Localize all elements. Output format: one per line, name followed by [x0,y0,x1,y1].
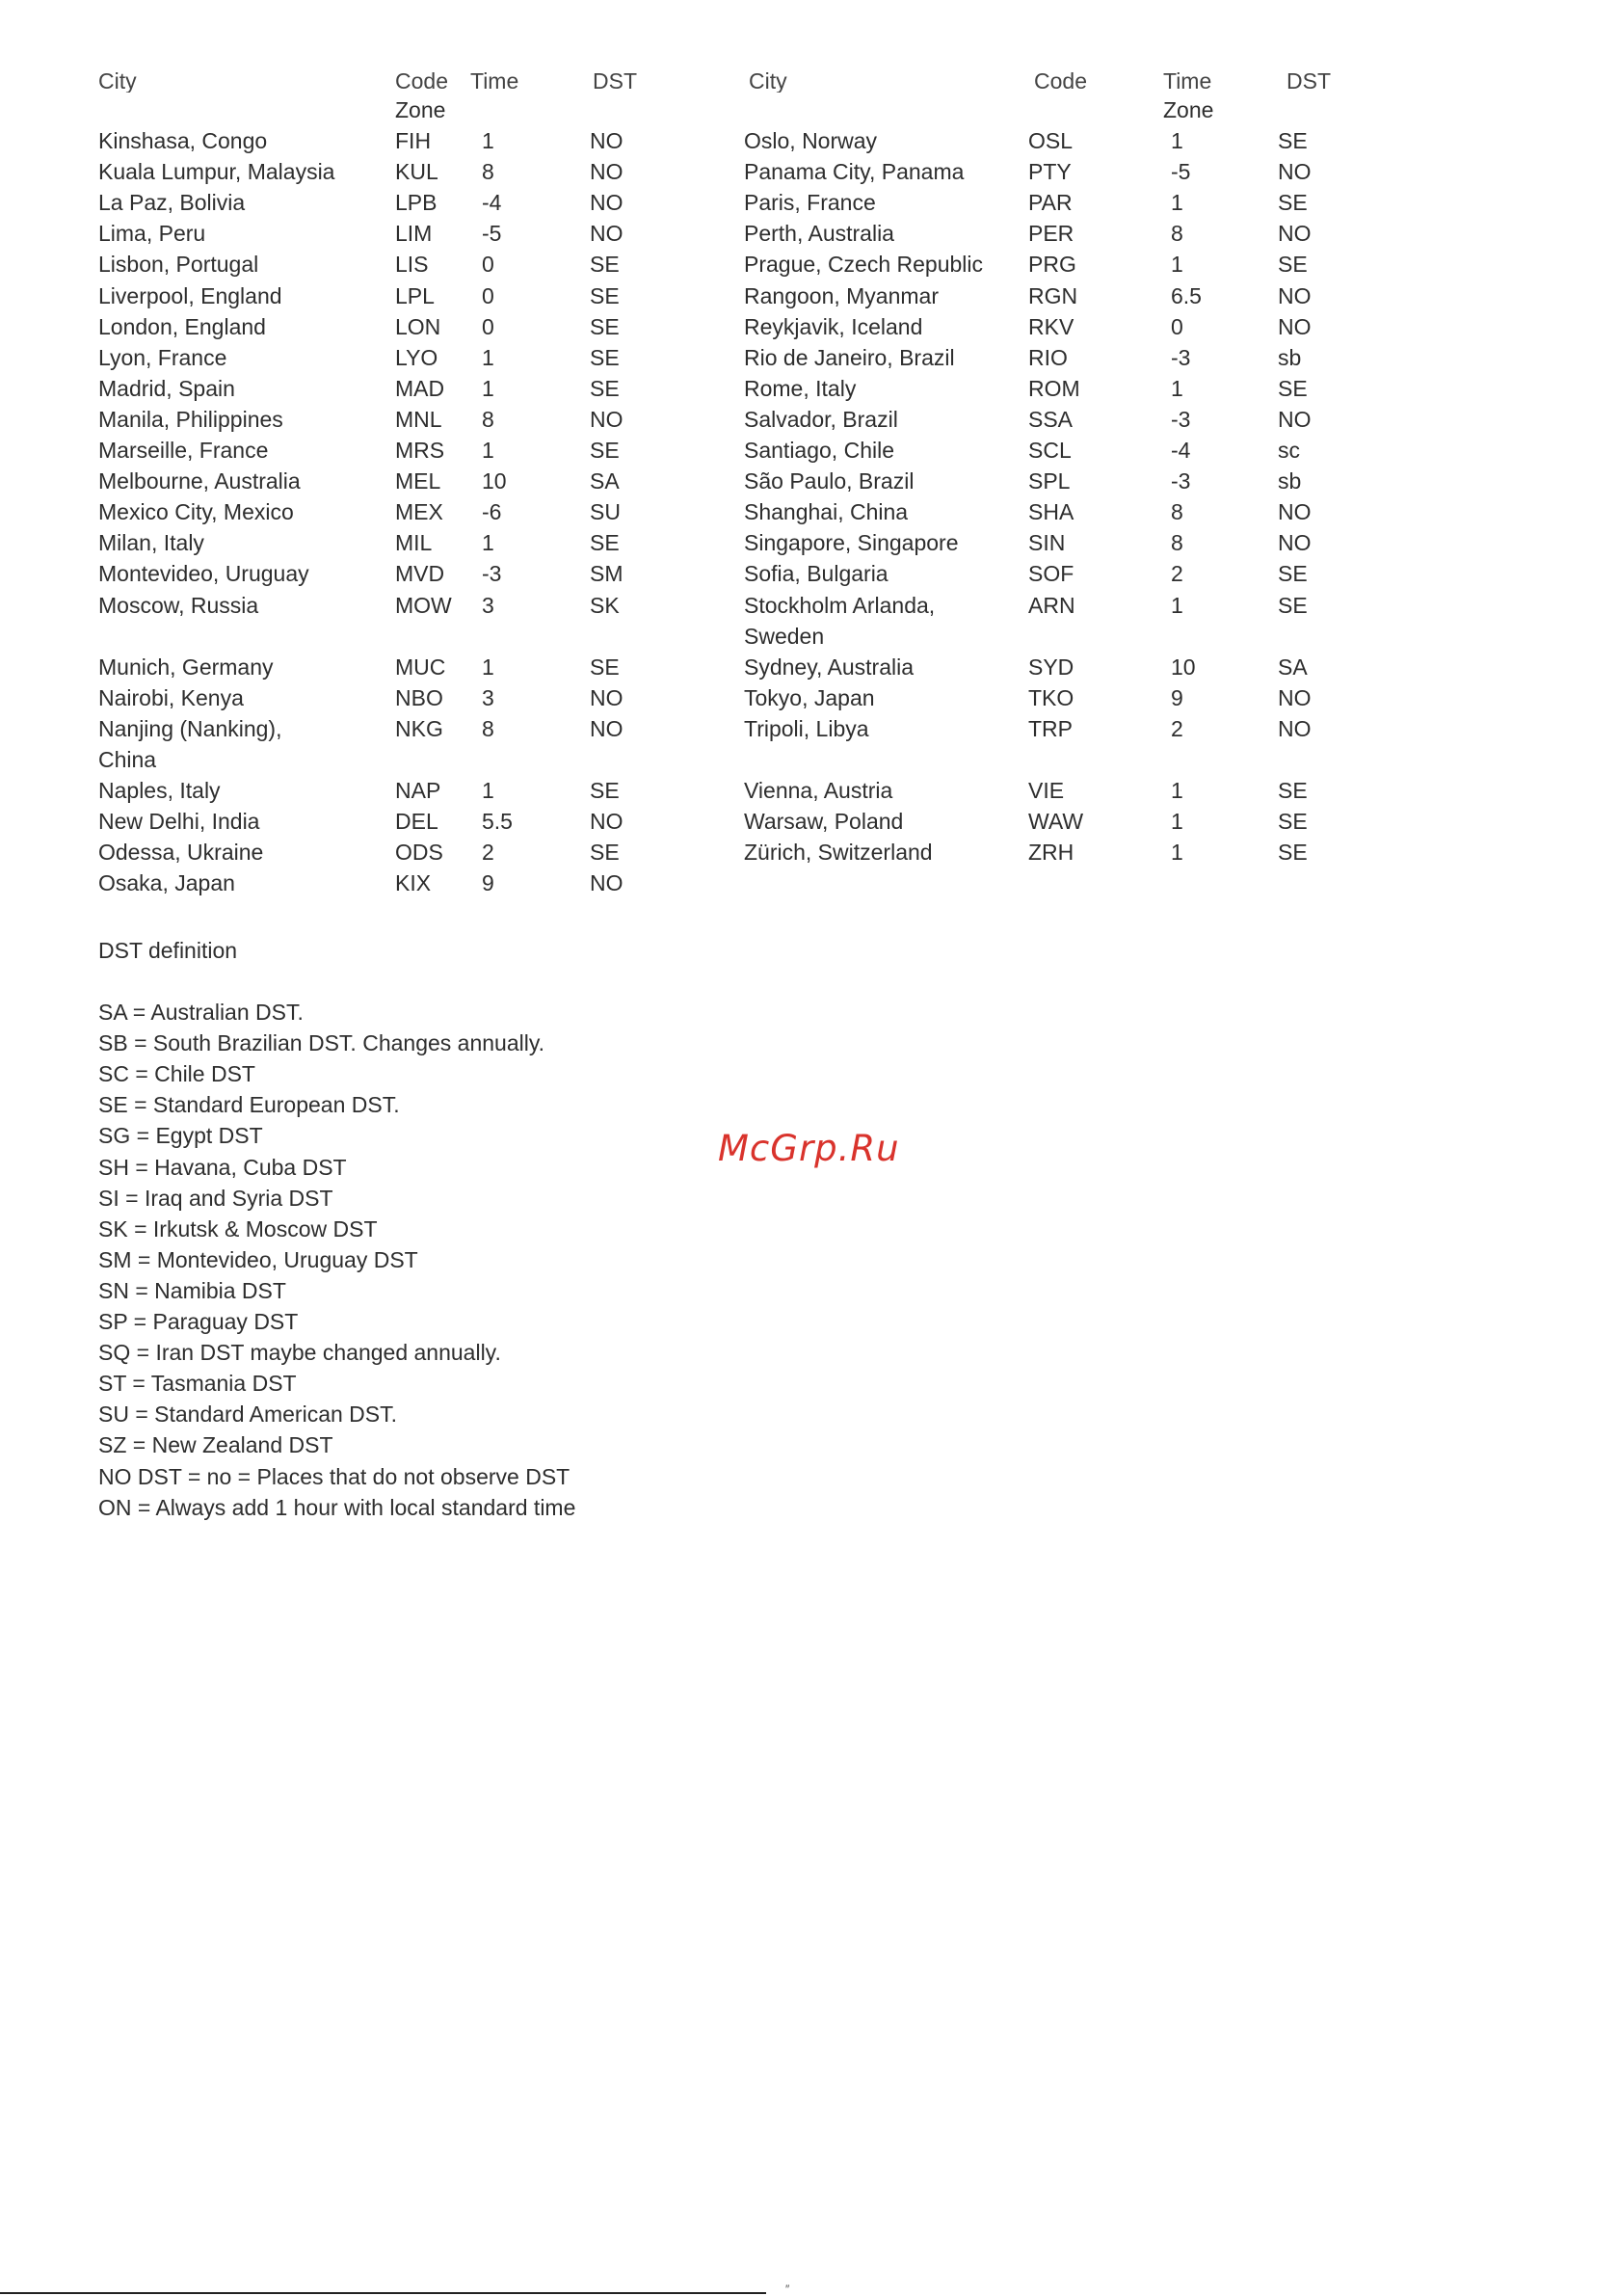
dst-definition-line: ST = Tasmania DST [98,1371,297,1396]
dst-definition-line: NO DST = no = Places that do not observe DST [98,1464,570,1489]
time-zone-cell: -6 [482,499,502,524]
dst-cell: NO [1278,716,1312,741]
time-zone-cell: 1 [1171,128,1183,153]
dst-cell: SE [1278,190,1308,215]
dst-cell: NO [1278,159,1312,184]
dst-cell: NO [590,190,623,215]
dst-cell: NO [1278,314,1312,339]
header-dst-right: DST [1286,68,1331,93]
city-cell: Montevideo, Uruguay [98,561,309,586]
dst-definition-line: SC = Chile DST [98,1061,255,1086]
time-zone-cell: -5 [482,221,502,246]
dst-cell: NO [1278,499,1312,524]
city-cell: Kuala Lumpur, Malaysia [98,159,335,184]
time-zone-cell: 5.5 [482,809,513,834]
code-cell: MUC [395,654,446,680]
code-cell: PER [1028,221,1074,246]
city-cell: New Delhi, India [98,809,260,834]
dst-definition-line: SP = Paraguay DST [98,1309,299,1334]
code-cell: PTY [1028,159,1072,184]
header-code-left: Code [395,68,448,93]
city-cell: Marseille, France [98,438,269,463]
dst-definition-line: SK = Irkutsk & Moscow DST [98,1216,378,1241]
city-cell: Sofia, Bulgaria [744,561,889,586]
time-zone-cell: 0 [482,314,494,339]
city-cell: La Paz, Bolivia [98,190,246,215]
time-zone-cell: 1 [482,376,494,401]
city-cell: Oslo, Norway [744,128,878,153]
city-cell: Reykjavik, Iceland [744,314,923,339]
time-zone-cell: 2 [1171,716,1183,741]
dst-cell: SE [590,840,620,865]
code-cell: KIX [395,870,432,895]
header-time-left: Time [470,68,519,93]
code-cell: NKG [395,716,443,741]
city-cell: São Paulo, Brazil [744,468,915,494]
time-zone-cell: 0 [1171,314,1183,339]
time-zone-cell: -3 [1171,345,1191,370]
city-cell: Lima, Peru [98,221,206,246]
time-zone-cell: 10 [1171,654,1196,680]
dst-definition-line: SM = Montevideo, Uruguay DST [98,1247,418,1272]
code-cell: MOW [395,593,452,618]
dst-cell: NO [590,809,623,834]
time-zone-cell: 9 [482,870,494,895]
city-cell-continued: Sweden [744,624,825,649]
time-zone-cell: 1 [482,345,494,370]
city-cell: Liverpool, England [98,283,282,308]
code-cell: VIE [1028,778,1065,803]
time-zone-cell: 1 [482,438,494,463]
city-cell: Stockholm Arlanda, [744,593,936,618]
time-zone-cell: 8 [1171,499,1183,524]
dst-definition-line: SH = Havana, Cuba DST [98,1155,347,1180]
dst-definition-line: ON = Always add 1 hour with local standard time [98,1495,576,1520]
city-cell: Mexico City, Mexico [98,499,294,524]
city-cell: Munich, Germany [98,654,274,680]
city-cell: Singapore, Singapore [744,530,959,555]
city-cell: Milan, Italy [98,530,204,555]
time-zone-cell: 1 [482,128,494,153]
code-cell: LIM [395,221,433,246]
code-cell: LPB [395,190,438,215]
code-cell: ROM [1028,376,1080,401]
dst-definition-line: SE = Standard European DST. [98,1092,400,1117]
time-zone-cell: 2 [1171,561,1183,586]
dst-cell: SE [590,376,620,401]
header-zone-right: Zone [1163,97,1214,122]
header-zone-left: Zone [395,97,446,122]
city-cell: Tokyo, Japan [744,685,875,710]
time-zone-cell: 10 [482,468,507,494]
dst-cell: NO [1278,685,1312,710]
city-cell: Osaka, Japan [98,870,235,895]
dst-cell: SU [590,499,621,524]
code-cell: MIL [395,530,433,555]
city-cell: Rome, Italy [744,376,857,401]
time-zone-cell: 1 [1171,376,1183,401]
watermark-logo: McGrp.Ru [718,1128,900,1169]
code-cell: NBO [395,685,443,710]
code-cell: MNL [395,407,442,432]
city-cell: London, England [98,314,266,339]
dst-cell: SE [590,345,620,370]
city-cell: Sydney, Australia [744,654,915,680]
time-zone-cell: 1 [1171,778,1183,803]
city-cell: Perth, Australia [744,221,894,246]
code-cell: TRP [1028,716,1073,741]
code-cell: LON [395,314,441,339]
dst-cell: NO [1278,283,1312,308]
city-cell: Zürich, Switzerland [744,840,933,865]
code-cell: SOF [1028,561,1074,586]
code-cell: DEL [395,809,438,834]
city-cell: Salvador, Brazil [744,407,898,432]
code-cell: MRS [395,438,445,463]
dst-definition-line: SQ = Iran DST maybe changed annually. [98,1340,501,1365]
city-cell: Odessa, Ukraine [98,840,264,865]
time-zone-cell: -3 [482,561,502,586]
header-dst-left: DST [593,68,637,93]
time-zone-cell: -3 [1171,407,1191,432]
code-cell: NAP [395,778,441,803]
dst-definition-line: SI = Iraq and Syria DST [98,1186,333,1211]
city-cell: Shanghai, China [744,499,909,524]
code-cell: LPL [395,283,435,308]
dst-cell: SE [590,314,620,339]
code-cell: MEL [395,468,441,494]
code-cell: KUL [395,159,438,184]
dst-cell: SE [590,654,620,680]
code-cell: SHA [1028,499,1074,524]
city-cell: Tripoli, Libya [744,716,869,741]
dst-cell: SE [1278,252,1308,277]
city-cell: Madrid, Spain [98,376,235,401]
dst-cell: NO [1278,407,1312,432]
code-cell: TKO [1028,685,1074,710]
time-zone-cell: 6.5 [1171,283,1202,308]
time-zone-cell: 1 [1171,809,1183,834]
city-cell: Rio de Janeiro, Brazil [744,345,955,370]
dst-cell: SE [1278,376,1308,401]
header-code-right: Code [1034,68,1087,93]
time-zone-cell: 8 [482,159,494,184]
time-zone-cell: -5 [1171,159,1191,184]
code-cell: PRG [1028,252,1076,277]
dst-definition-line: SN = Namibia DST [98,1278,286,1303]
time-zone-cell: 9 [1171,685,1183,710]
time-zone-cell: -4 [482,190,502,215]
code-cell: RIO [1028,345,1068,370]
time-zone-cell: 8 [1171,530,1183,555]
time-zone-cell: 0 [482,283,494,308]
time-zone-cell: 1 [1171,252,1183,277]
dst-cell: SA [590,468,620,494]
city-cell: Prague, Czech Republic [744,252,984,277]
city-cell: Lisbon, Portugal [98,252,259,277]
time-zone-cell: 8 [482,716,494,741]
time-zone-cell: 1 [482,654,494,680]
dst-cell: NO [590,407,623,432]
dst-cell: SE [1278,128,1308,153]
dst-cell: SE [1278,840,1308,865]
city-cell: Panama City, Panama [744,159,965,184]
city-cell: Rangoon, Myanmar [744,283,939,308]
time-zone-cell: 1 [1171,840,1183,865]
time-zone-cell: 8 [482,407,494,432]
city-cell: Nanjing (Nanking), [98,716,282,741]
dst-definition-title: DST definition [98,938,238,963]
code-cell: ODS [395,840,443,865]
dst-cell: NO [590,159,623,184]
city-cell: Manila, Philippines [98,407,283,432]
city-cell: Santiago, Chile [744,438,894,463]
time-zone-cell: -4 [1171,438,1191,463]
code-cell: PAR [1028,190,1073,215]
city-cell: Melbourne, Australia [98,468,301,494]
dst-cell: NO [590,870,623,895]
footer-rule [0,2292,766,2294]
dst-cell: NO [590,128,623,153]
code-cell: MAD [395,376,445,401]
city-cell: Warsaw, Poland [744,809,904,834]
header-city-left: City [98,68,137,93]
dst-cell: SE [1278,809,1308,834]
time-zone-cell: 1 [1171,593,1183,618]
city-cell: Moscow, Russia [98,593,259,618]
code-cell: RKV [1028,314,1074,339]
city-cell: Naples, Italy [98,778,221,803]
code-cell: ZRH [1028,840,1074,865]
code-cell: MEX [395,499,443,524]
time-zone-cell: 3 [482,685,494,710]
code-cell: MVD [395,561,445,586]
code-cell: SSA [1028,407,1074,432]
time-zone-cell: 8 [1171,221,1183,246]
dst-definition-line: SB = South Brazilian DST. Changes annually. [98,1030,545,1055]
city-cell: Kinshasa, Congo [98,128,268,153]
dst-cell: NO [1278,221,1312,246]
dst-cell: NO [590,716,623,741]
dst-cell: SK [590,593,620,618]
dst-cell: NO [590,685,623,710]
time-zone-cell: 1 [482,530,494,555]
dst-cell: SE [1278,561,1308,586]
code-cell: RGN [1028,283,1078,308]
dst-cell: SE [590,778,620,803]
dst-definition-line: SZ = New Zealand DST [98,1432,333,1457]
dst-cell: NO [590,221,623,246]
dst-cell: SM [590,561,623,586]
time-zone-cell: 0 [482,252,494,277]
time-zone-cell: 1 [1171,190,1183,215]
city-cell: Paris, France [744,190,876,215]
dst-cell: SE [1278,778,1308,803]
code-cell: SPL [1028,468,1071,494]
dst-cell: SA [1278,654,1308,680]
time-zone-cell: -3 [1171,468,1191,494]
dst-definition-line: SG = Egypt DST [98,1123,263,1148]
dst-definition-line: SU = Standard American DST. [98,1402,398,1427]
code-cell: SYD [1028,654,1074,680]
header-time-right: Time [1163,68,1212,93]
city-cell: Vienna, Austria [744,778,893,803]
dst-cell: sc [1278,438,1300,463]
code-cell: SIN [1028,530,1066,555]
dst-cell: sb [1278,468,1302,494]
dst-cell: SE [590,283,620,308]
table-header [0,0,1618,93]
code-cell: WAW [1028,809,1084,834]
code-cell: ARN [1028,593,1075,618]
dst-definition-line: SA = Australian DST. [98,1000,304,1025]
time-zone-cell: 2 [482,840,494,865]
code-cell: FIH [395,128,432,153]
dst-cell: sb [1278,345,1302,370]
city-cell: Nairobi, Kenya [98,685,244,710]
dst-cell: SE [1278,593,1308,618]
code-cell: SCL [1028,438,1072,463]
city-cell: Lyon, France [98,345,227,370]
city-cell-continued: China [98,747,157,772]
code-cell: LIS [395,252,429,277]
dst-cell: NO [1278,530,1312,555]
code-cell: LYO [395,345,438,370]
code-cell: OSL [1028,128,1074,153]
dst-cell: SE [590,530,620,555]
footer-mark: ″ [785,2283,790,2296]
dst-cell: SE [590,252,620,277]
time-zone-cell: 3 [482,593,494,618]
dst-cell: SE [590,438,620,463]
time-zone-cell: 1 [482,778,494,803]
header-city-right: City [749,68,787,93]
